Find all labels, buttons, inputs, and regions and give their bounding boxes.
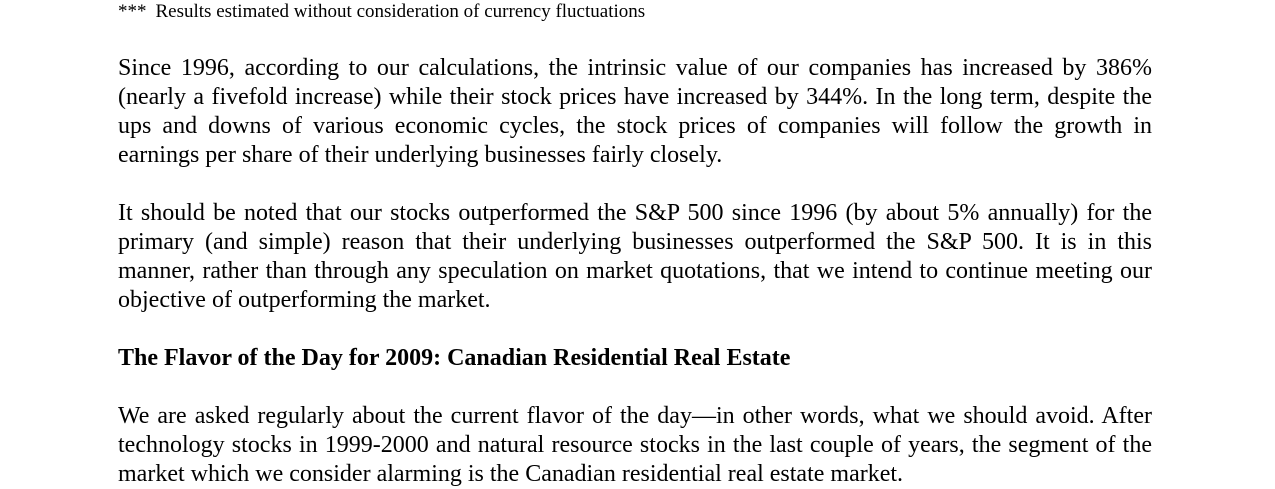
section-heading: The Flavor of the Day for 2009: Canadian Residential Real Estate — [118, 345, 791, 371]
footnote-text: Results estimated without consideration of currency fluctuations — [155, 1, 646, 22]
paragraph-intrinsic-value: Since 1996, according to our calculations, the intrinsic value of our companies has increased by 386% (nearly a fivefold increase) while their stock prices have increased by 344%. In the long term, despite the ups and downs of various economic cycles, the stock prices of companies will follow the growth in earnings per share of their underlying businesses fairly closely. — [118, 55, 1152, 168]
footnote — [118, 0, 1152, 24]
paragraph-flavor-of-the-day: We are asked regularly about the current flavor of the day—in other words, what we should avoid. After technology stocks in 1999-2000 and natural resource stocks in the last couple of years, the segment of the market which we consider alarming is the Canadian residential real estate market. — [118, 403, 1152, 487]
footnote-marker: *** — [118, 1, 147, 22]
paragraph-outperformance: It should be noted that our stocks outperformed the S&P 500 since 1996 (by about 5% annually) for the primary (and simple) reason that their underlying businesses outperformed the S&P 500. It is in this manner, rather than through any speculation on market quotations, that we intend to continue meeting our objective of outperforming the market. — [118, 200, 1152, 313]
